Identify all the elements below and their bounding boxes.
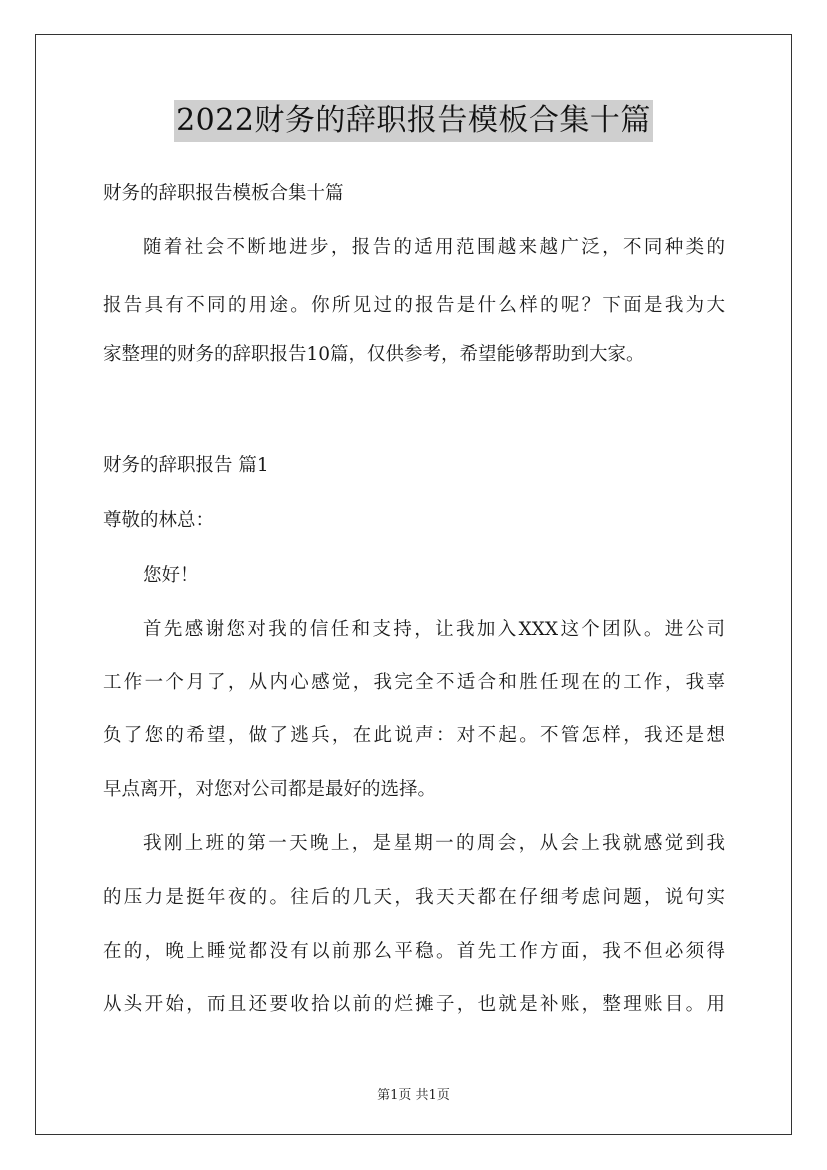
page-footer: 第1页 共1页 [377,1088,450,1103]
paragraph-line: 在的，晚上睡觉都没有以前那么平稳。首先工作方面，我不但必须得 [103,941,725,962]
intro-line: 家整理的财务的辞职报告10篇，仅供参考，希望能够帮助到大家。 [103,344,645,365]
paragraph-line: 早点离开，对您对公司都是最好的选择。 [103,779,437,800]
document-title: 2022财务的辞职报告模板合集十篇 [174,100,653,142]
paragraph-line: 首先感谢您对我的信任和支持，让我加入XXX这个团队。进公司 [143,619,725,640]
section-heading: 财务的辞职报告 篇1 [103,455,269,476]
paragraph-line: 从头开始，而且还要收拾以前的烂摊子，也就是补账，整理账目。用 [103,994,725,1015]
paragraph-line: 的压力是挺年夜的。往后的几天，我天天都在仔细考虑问题，说句实 [103,887,725,908]
paragraph-line: 工作一个月了，从内心感觉，我完全不适合和胜任现在的工作，我辜 [103,672,725,693]
intro-line: 报告具有不同的用途。你所见过的报告是什么样的呢？下面是我为大 [103,295,725,316]
document-subtitle: 财务的辞职报告模板合集十篇 [103,183,344,204]
intro-line: 随着社会不断地进步，报告的适用范围越来越广泛，不同种类的 [143,237,725,258]
paragraph-line: 我刚上班的第一天晚上，是星期一的周会，从会上我就感觉到我 [143,833,725,854]
paragraph-line: 负了您的希望，做了逃兵，在此说声：对不起。不管怎样，我还是想 [103,725,725,746]
title-container [0,100,827,142]
salutation: 尊敬的林总： [103,510,215,531]
greeting: 您好！ [143,565,199,586]
